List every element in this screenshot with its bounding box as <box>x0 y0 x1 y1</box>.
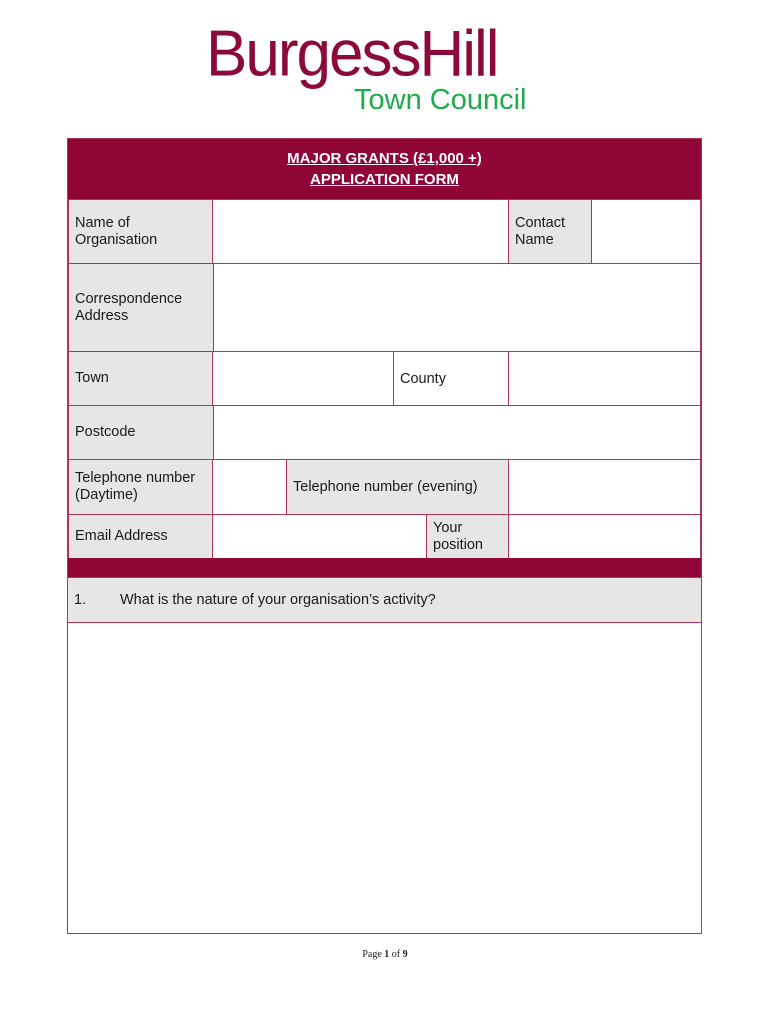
footer-total-pages: 9 <box>402 949 408 960</box>
question-1-number: 1. <box>74 592 87 608</box>
input-postcode[interactable] <box>213 405 701 460</box>
question-1-row <box>68 577 701 623</box>
page-footer <box>0 949 770 960</box>
section-divider-band <box>68 558 701 577</box>
form-title-line2: APPLICATION FORM <box>310 171 459 188</box>
label-telephone-evening: Telephone number (evening) <box>286 459 509 515</box>
label-telephone-daytime: Telephone number (Daytime) <box>68 459 213 515</box>
input-your-position[interactable] <box>508 514 701 559</box>
input-county[interactable] <box>508 351 701 406</box>
label-email-address: Email Address <box>68 514 213 559</box>
label-town: Town <box>68 351 213 406</box>
label-name-of-organisation: Name of Organisation <box>68 199 213 264</box>
question-1-text: What is the nature of your organisation’s activity? <box>120 592 436 608</box>
footer-current-page: 1 <box>384 949 390 960</box>
form-title-banner <box>68 139 701 199</box>
label-your-position: Your position <box>426 514 509 559</box>
footer-middle: of <box>389 949 403 960</box>
question-1-answer-area[interactable] <box>68 623 701 933</box>
label-postcode: Postcode <box>68 405 214 460</box>
burgess-hill-logo <box>206 17 566 122</box>
logo-subtitle: Town Council <box>354 84 527 116</box>
input-contact-name[interactable] <box>591 199 701 264</box>
input-telephone-daytime[interactable] <box>212 459 287 515</box>
footer-prefix: Page <box>362 949 385 960</box>
label-county: County <box>393 351 509 406</box>
logo-wordmark: BurgessHill <box>206 17 498 91</box>
input-email-address[interactable] <box>212 514 427 559</box>
input-correspondence-address[interactable] <box>213 263 701 352</box>
input-telephone-evening[interactable] <box>508 459 701 515</box>
label-correspondence-address: Correspondence Address <box>68 263 214 352</box>
label-contact-name: Contact Name <box>508 199 592 264</box>
input-name-of-organisation[interactable] <box>212 199 509 264</box>
application-form <box>67 138 702 934</box>
input-town[interactable] <box>212 351 394 406</box>
form-title-line1: MAJOR GRANTS (£1,000 +) <box>287 150 482 167</box>
